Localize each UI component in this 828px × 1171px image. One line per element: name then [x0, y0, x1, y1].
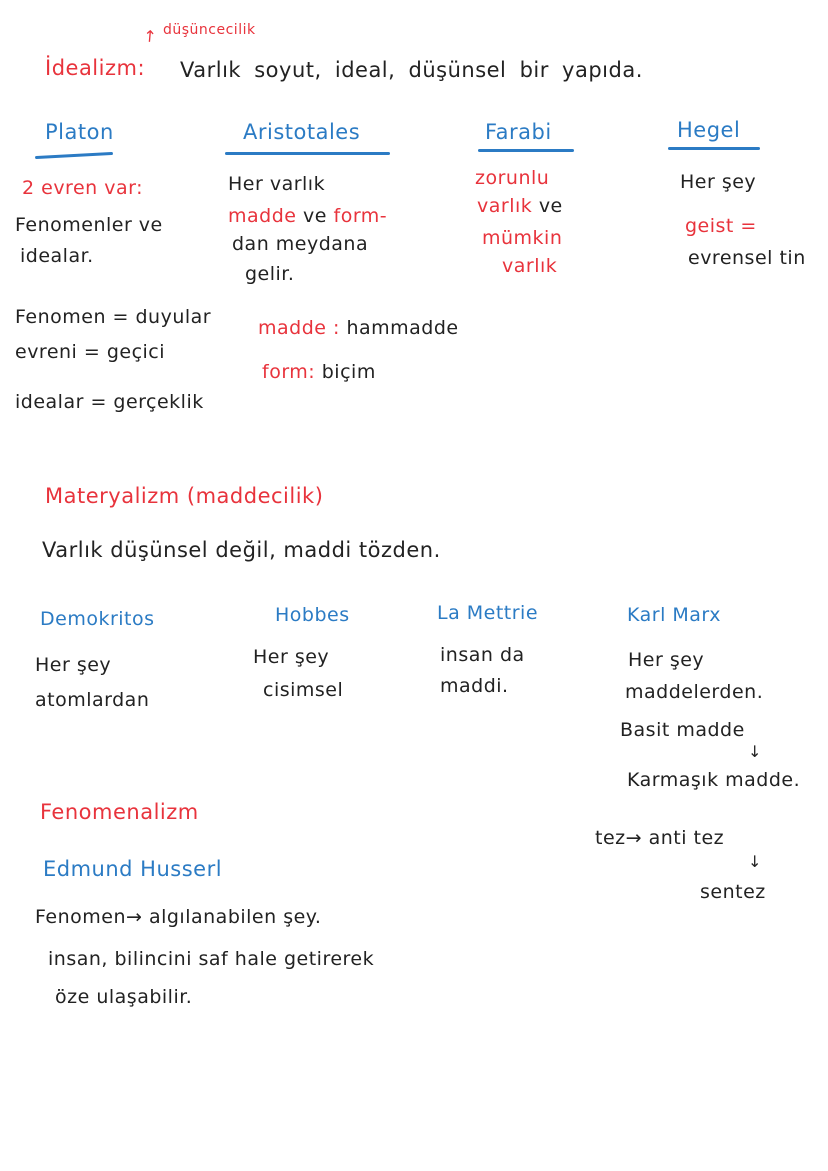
section-term: Fenomenalizm	[40, 800, 199, 824]
note-line: evreni = geçici	[15, 341, 166, 363]
term-madde: madde	[228, 205, 297, 227]
philosopher-heading: Hegel	[677, 118, 741, 142]
note-line: Her şey	[680, 171, 757, 193]
note-line: mümkin	[482, 227, 563, 249]
section-definition: Varlık düşünsel değil, maddi tözden.	[42, 538, 441, 562]
note-line: insan, bilincini saf hale getirerek	[48, 948, 375, 970]
dialectic-line: sentez	[700, 881, 766, 903]
note-line: Fenomen→ algılanabilen şey.	[35, 906, 322, 928]
note-line: Fenomenler ve	[15, 214, 163, 236]
definition-line	[262, 360, 376, 384]
arrow-down-icon: ↓	[748, 742, 762, 761]
note-line: zorunlu	[475, 167, 550, 189]
heading-underline	[35, 152, 113, 159]
term-varlik: varlık	[477, 195, 533, 217]
note-line: varlık	[502, 255, 558, 277]
note-line: Her şey	[253, 646, 330, 668]
term-form: form-	[333, 205, 388, 227]
note-line: idealar = gerçeklik	[15, 391, 204, 413]
heading-underline	[225, 152, 390, 155]
note-line: maddi.	[440, 675, 509, 697]
note-line: Her şey	[35, 654, 112, 676]
section-term: İdealizm:	[45, 56, 146, 80]
note-line: 2 evren var:	[22, 177, 143, 199]
meaning: biçim	[321, 361, 376, 383]
philosopher-heading: Demokritos	[40, 608, 155, 630]
heading-underline	[668, 147, 760, 150]
note-line: öze ulaşabilir.	[55, 986, 193, 1008]
annotation: düşüncecilik	[163, 22, 256, 38]
note-line: evrensel tin	[688, 247, 806, 269]
philosopher-heading: La Mettrie	[437, 602, 539, 624]
term: madde :	[258, 317, 340, 339]
note-line: Karmaşık madde.	[627, 769, 801, 791]
section-definition: Varlık soyut, ideal, düşünsel bir yapıda.	[180, 58, 643, 82]
note-line: maddelerden.	[625, 681, 764, 703]
note-line	[228, 204, 387, 228]
arrow-icon: ↗	[138, 23, 162, 48]
term: form:	[262, 361, 316, 383]
definition-line	[258, 316, 459, 340]
note-line: Basit madde	[620, 719, 745, 741]
philosopher-heading: Platon	[45, 120, 114, 144]
note-line: cisimsel	[263, 679, 344, 701]
note-line: idealar.	[20, 245, 94, 267]
note-line: dan meydana	[232, 233, 369, 255]
connector: ve	[538, 195, 563, 217]
philosopher-heading: Farabi	[485, 120, 552, 144]
note-line: Her varlık	[228, 173, 326, 195]
note-line: gelir.	[245, 263, 295, 285]
note-line: geist =	[685, 215, 757, 237]
note-line: atomlardan	[35, 689, 150, 711]
meaning: hammadde	[346, 317, 459, 339]
philosopher-heading: Edmund Husserl	[43, 857, 223, 881]
note-line: Her şey	[628, 649, 705, 671]
connector: ve	[303, 205, 327, 227]
arrow-down-icon: ↓	[748, 852, 762, 871]
note-line	[477, 194, 563, 218]
heading-underline	[478, 149, 574, 152]
note-line: Fenomen = duyular	[15, 306, 212, 328]
note-line: insan da	[440, 644, 525, 666]
section-term: Materyalizm (maddecilik)	[45, 484, 324, 508]
philosopher-heading: Hobbes	[275, 604, 350, 626]
dialectic-line: tez→ anti tez	[595, 827, 725, 849]
philosopher-heading: Karl Marx	[627, 604, 721, 626]
philosopher-heading: Aristotales	[243, 120, 361, 144]
